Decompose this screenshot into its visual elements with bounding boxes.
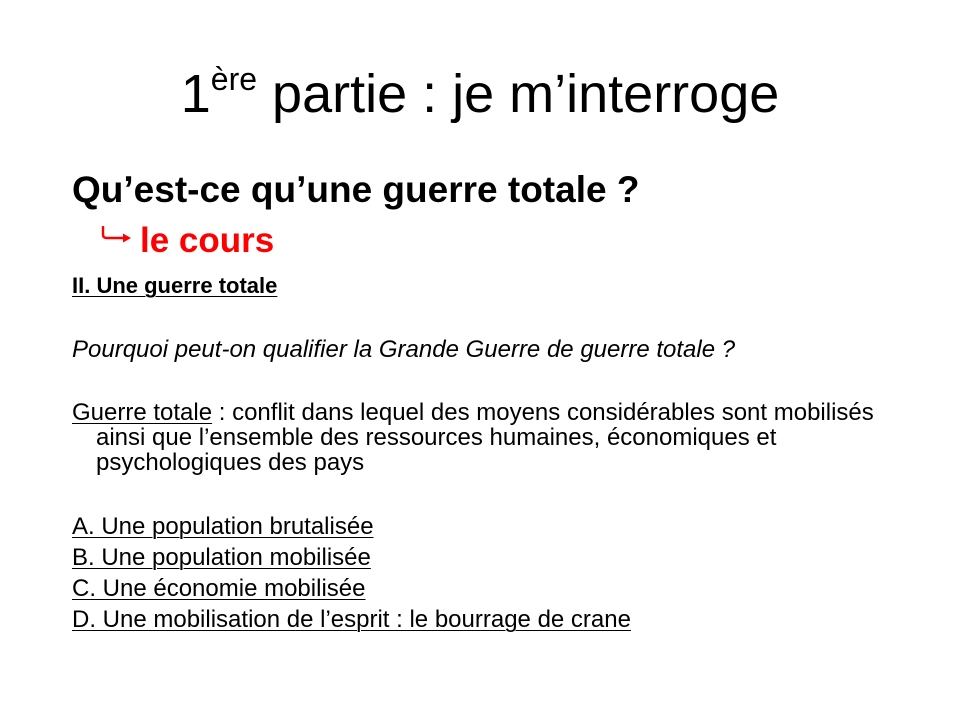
outline-item-label: B. Une population mobilisée: [72, 544, 371, 571]
problem-question: Pourquoi peut-on qualifier la Grande Guerre de guerre totale ?: [72, 336, 736, 363]
outline-item-b: [72, 542, 631, 573]
title-text: partie : je m’interroge: [272, 64, 780, 124]
outline-item-label: D. Une mobilisation de l’esprit : le bourrage de crane: [72, 606, 631, 633]
sub-question-label: le cours: [140, 221, 275, 260]
outline-item-c: [72, 573, 631, 604]
definition-text: : conflit dans lequel des moyens considérables sont mobilisés ainsi que l’ensemble des ressources humaines, économiques et psychologiques des pays: [96, 399, 874, 476]
question-heading: Qu’est-ce qu’une guerre totale ?: [72, 169, 640, 210]
title-superscript: ère: [210, 61, 258, 97]
slide-title: [0, 61, 960, 124]
title-number: 1: [180, 64, 211, 124]
outline-list: [72, 511, 631, 635]
outline-item-d: [72, 604, 631, 635]
outline-item-label: C. Une économie mobilisée: [72, 575, 366, 602]
definition-term: Guerre totale: [72, 399, 213, 426]
definition: [72, 400, 900, 475]
hook-arrow-icon: [100, 226, 132, 244]
outline-item-a: [72, 511, 631, 542]
outline-item-label: A. Une population brutalisée: [72, 513, 374, 540]
section-heading: II. Une guerre totale: [72, 273, 278, 298]
